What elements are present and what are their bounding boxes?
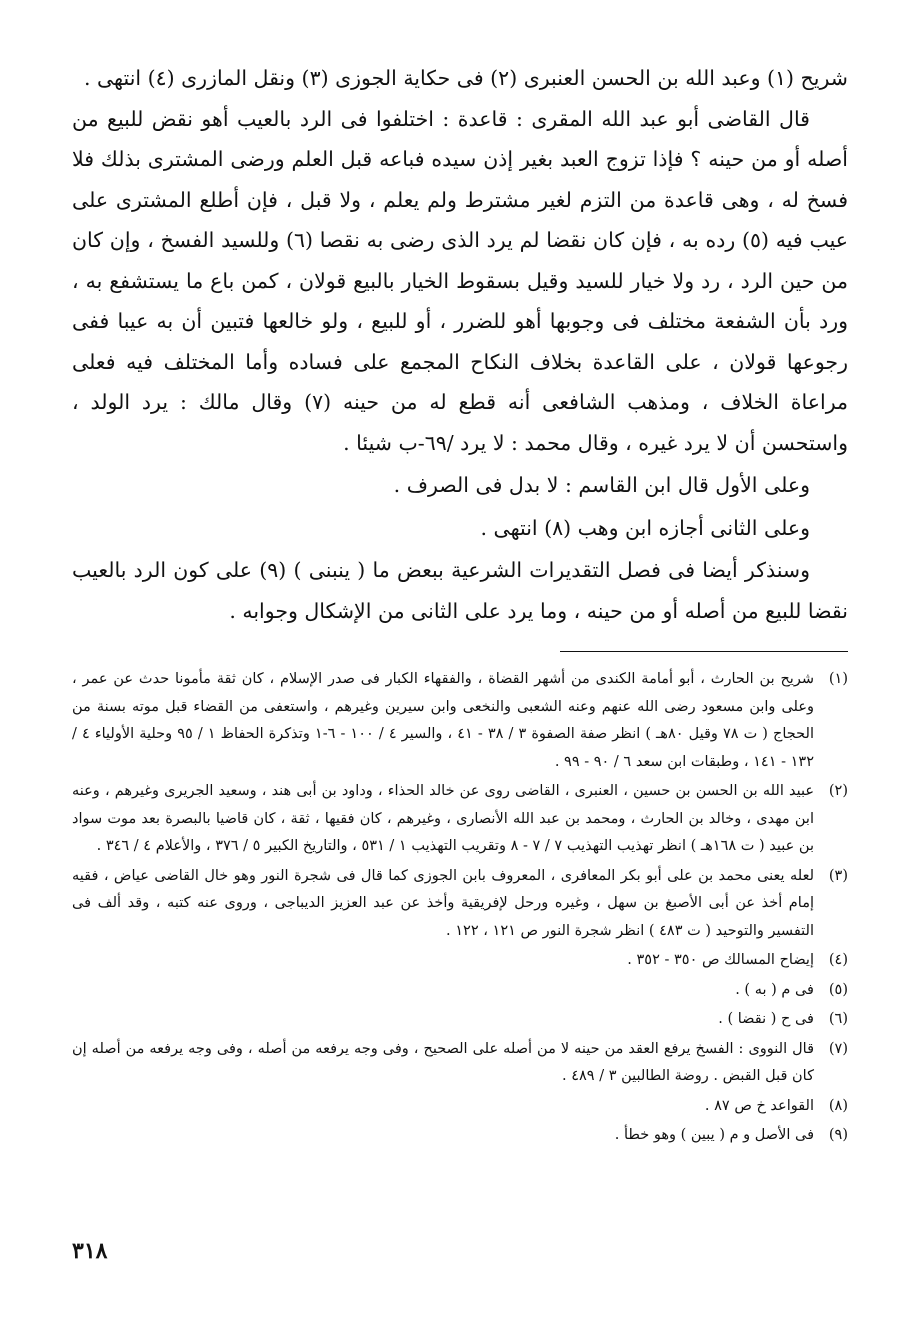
footnote	[72, 1093, 848, 1121]
footnotes	[72, 666, 848, 1150]
footnote	[72, 863, 848, 946]
footnote-text: القواعد خ ص ٨٧ .	[704, 1097, 814, 1114]
footnote-number: (٩)	[828, 1127, 848, 1143]
footnote-number: (٣)	[828, 867, 848, 884]
footnote	[72, 977, 848, 1005]
footnote-text: فى الأصل و م ( يبين ) وهو خطأ .	[614, 1127, 814, 1143]
footnote-divider	[560, 651, 848, 652]
footnote-number: (١)	[828, 671, 848, 687]
paragraph: وعلى الأول قال ابن القاسم : لا بدل فى الصرف .	[393, 473, 810, 497]
paragraph: قال القاضى أبو عبد الله المقرى : قاعدة : اختلفوا فى الرد بالعيب أهو نقض للبيع من أصله أو من حينه ؟ فإذا تزوج العبد بغير إذن سيده فباعه قبل العلم ورضى المشترى بذلك فلا فسخ له ، وهى قاعدة من التزم لغير مشترط ولم يعلم ، ولا قبل ، فإن أطلع المشترى على عيب فيه (٥) رده به ، فإن كان نقضا لم يرد الذى رضى به نقصا (٦) وللسيد الفسخ ، وإن كان من حين الرد ، رد ولا خيار للسيد وقيل بسقوط الخيار بالبيع قولان ، كمن باع ما يستشفع به ، ورد بأن الشفعة مختلف فى وجوبها أهو للضرر ، أو للبيع ، ولو خالعها فتبين أن به عيبا ففى رجوعها قولان ، على القاعدة بخلاف النكاح المجمع على فساده وأما المختلف فيه فعلى مراعاة الخلاف ، ومذهب الشافعى أنه قطع له من حينه (٧) وقال مالك : يرد الولد ، واستحسن أن لا يرد غيره ، وقال محمد : لا يرد /٦٩-ب شيئا .	[72, 106, 849, 455]
footnote-text: إيضاح المسالك ص ٣٥٠ - ٣٥٢ .	[627, 952, 814, 968]
footnote-text: فى م ( به ) .	[735, 981, 814, 998]
footnote-number: (٧)	[828, 1040, 848, 1057]
footnote-number: (٨)	[828, 1097, 848, 1114]
main-text	[72, 58, 848, 631]
footnote	[72, 1122, 848, 1150]
page-number: ٣١٨	[72, 1238, 108, 1264]
footnote-number: (٤)	[828, 952, 848, 968]
footnote	[72, 1006, 848, 1034]
footnote-text: لعله يعنى محمد بن على أبو بكر المعافرى ، المعروف بابن الجوزى كما قال فى شجرة النور وهو خال القاضى عياض ، فقيه إمام أخذ عن أبى الأصبغ بن سهل ، وغيره ورحل لإفريقية وأخذ عن عبد العزيز الديباجى ، وروى عنه كتبه ، وقد ألف فى التفسير والتوحيد ( ت ٤٨٣ ) انظر شجرة النور ص ١٢١ ، ١٢٢ .	[72, 867, 814, 939]
footnote	[72, 947, 848, 975]
footnote-text: فى ح ( نقضا ) .	[718, 1011, 814, 1027]
footnote-text: عبيد الله بن الحسن بن حسين ، العنبرى ، القاضى روى عن خالد الحذاء ، وداود بن أبى هند ، وسعيد الجريرى وغيرهم ، وعنه ابن مهدى ، وخالد بن الحارث ، ومحمد بن عبد الله الأنصارى ، وغيرهم ، كان فقيها ، ثقة ، كان قاضيا بالبصرة بعد موت سواد بن عبيد ( ت ١٦٨هـ ) انظر تهذيب التهذيب ٧ / ٧ - ٨ وتقريب التهذيب ١ / ٥٣١ ، والتاريخ الكبير ٥ / ٣٧٦ ، والأعلام ٤ / ٣٤٦ .	[72, 783, 814, 854]
footnote-text: شريح بن الحارث ، أبو أمامة الكندى من أشهر القضاة ، والفقهاء الكبار فى صدر الإسلام ، كان ثقة مأمونا حدث عن عمر ، وعلى وابن مسعود رضى الله عنهم وعنه الشعبى والنخعى وابن سيرين وغيرهم ، واستعفى من القضاء قبل موته بسنة من الحجاج ( ت ٧٨ وقيل ٨٠هـ ) انظر صفة الصفوة ٣ / ٣٨ - ٤١ ، والسير ٤ / ١٠٠ - ٦-١ وتذكرة الحفاظ ١ / ٩٥ وحلية الأولياء ٤ / ١٣٢ - ١٤١ ، وطبقات ابن سعد ٦ / ٩٠ - ٩٩ .	[72, 671, 814, 770]
footnote-number: (٢)	[828, 783, 848, 799]
footnote	[72, 1036, 848, 1091]
paragraph: شريح (١) وعبد الله بن الحسن العنبرى (٢) فى حكاية الجوزى (٣) ونقل المازرى (٤) انتهى .	[83, 66, 848, 90]
footnote	[72, 666, 848, 776]
document-page	[72, 58, 848, 1298]
paragraph: وسنذكر أيضا فى فصل التقديرات الشرعية ببعض ما ( ينبنى ) (٩) على كون الرد بالعيب نقضا للبيع من أصله أو من حينه ، وما يرد على الثانى من الإشكال وجوابه .	[72, 558, 848, 623]
paragraph: وعلى الثانى أجازه ابن وهب (٨) انتهى .	[480, 515, 810, 540]
footnote-number: (٦)	[828, 1011, 848, 1027]
footnote	[72, 778, 848, 861]
footnote-number: (٥)	[828, 981, 848, 998]
footnote-text: قال النووى : الفسخ يرفع العقد من حينه لا من أصله على الصحيح ، وفى وجه يرفعه من أصله ، وفى وجه يرفعه من أصله إن كان قبل القبض . روضة الطالبين ٣ / ٤٨٩ .	[72, 1040, 814, 1084]
